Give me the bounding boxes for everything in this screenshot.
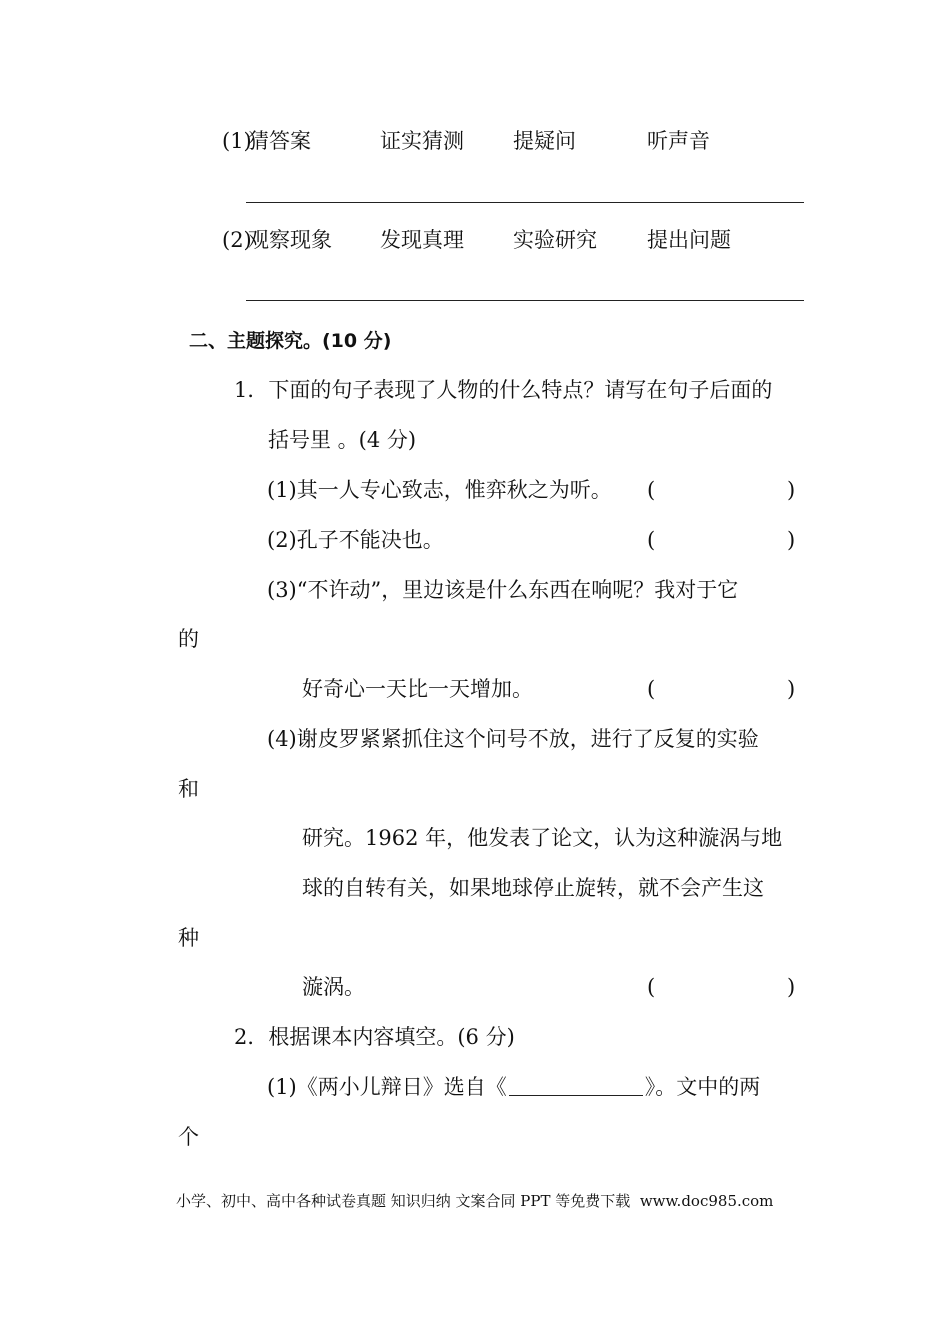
answer-paren-open: ( — [647, 677, 656, 701]
item1-sentence-1: (1)其一人专心致志，惟弈秋之为听。 — [267, 478, 612, 502]
item2-sentence-1-wrap: 个 — [178, 1125, 199, 1149]
item2-sentence-1-end: 》。文中的两 — [644, 1075, 761, 1099]
item1-sentence-4-line1: (4)谢皮罗紧紧抓住这个问号不放，进行了反复的实验 — [267, 727, 759, 751]
answer-paren-close: ) — [787, 677, 796, 701]
item2-sentence-1-start: (1)《两小儿辩日》选自《 — [267, 1075, 507, 1099]
fill-in-blank[interactable] — [509, 1073, 643, 1096]
q1-row1-word-3: 提疑问 — [513, 129, 576, 153]
q1-row1-label: (1) — [222, 129, 252, 153]
q1-row1-word-1: 猜答案 — [248, 129, 311, 153]
q1-row2-word-3: 实验研究 — [513, 228, 597, 252]
item1-sentence-4-line2: 研究。1962 年，他发表了论文，认为这种漩涡与地 — [302, 826, 783, 850]
answer-paren-open: ( — [647, 478, 656, 502]
answer-line-2 — [246, 300, 804, 301]
item1-sentence-3-line1: (3)“不许动”，里边该是什么东西在响呢？我对于它 — [267, 578, 739, 602]
item1-sentence-4-wrap2: 种 — [178, 926, 199, 950]
item1-sentence-3-wrap: 的 — [178, 627, 199, 651]
item1-sentence-2: (2)孔子不能决也。 — [267, 528, 444, 552]
item1-line1: 1．下面的句子表现了人物的什么特点？请写在句子后面的 — [234, 378, 773, 402]
item1-sentence-4-wrap1: 和 — [178, 777, 199, 801]
q1-row2-word-2: 发现真理 — [380, 228, 464, 252]
footer — [176, 1191, 773, 1211]
footer-text: 小学、初中、高中各种试卷真题 知识归纳 文案合同 PPT 等免费下载 — [176, 1192, 631, 1210]
answer-paren-open: ( — [647, 528, 656, 552]
item1-sentence-4-line4: 漩涡。 — [302, 975, 365, 999]
answer-paren-close: ) — [787, 975, 796, 999]
q1-row1-word-2: 证实猜测 — [380, 129, 464, 153]
item1-line2: 括号里 。(4 分) — [268, 428, 417, 452]
item1-sentence-4-line3: 球的自转有关，如果地球停止旋转，就不会产生这 — [302, 876, 764, 900]
answer-line-1 — [246, 202, 804, 203]
q1-row2-label: (2) — [222, 228, 252, 252]
answer-paren-open: ( — [647, 975, 656, 999]
item2-sentence-1 — [267, 1072, 760, 1102]
footer-url[interactable]: www.doc985.com — [639, 1192, 774, 1210]
item2-line1: 2．根据课本内容填空。(6 分) — [234, 1025, 515, 1049]
answer-paren-close: ) — [787, 528, 796, 552]
answer-paren-close: ) — [787, 478, 796, 502]
q1-row2-word-4: 提出问题 — [647, 228, 731, 252]
q1-row2-word-1: 观察现象 — [248, 228, 332, 252]
section-heading: 二、主题探究。(10 分) — [189, 330, 392, 352]
item1-sentence-3-line2: 好奇心一天比一天增加。 — [302, 677, 533, 701]
q1-row1-word-4: 听声音 — [647, 129, 710, 153]
